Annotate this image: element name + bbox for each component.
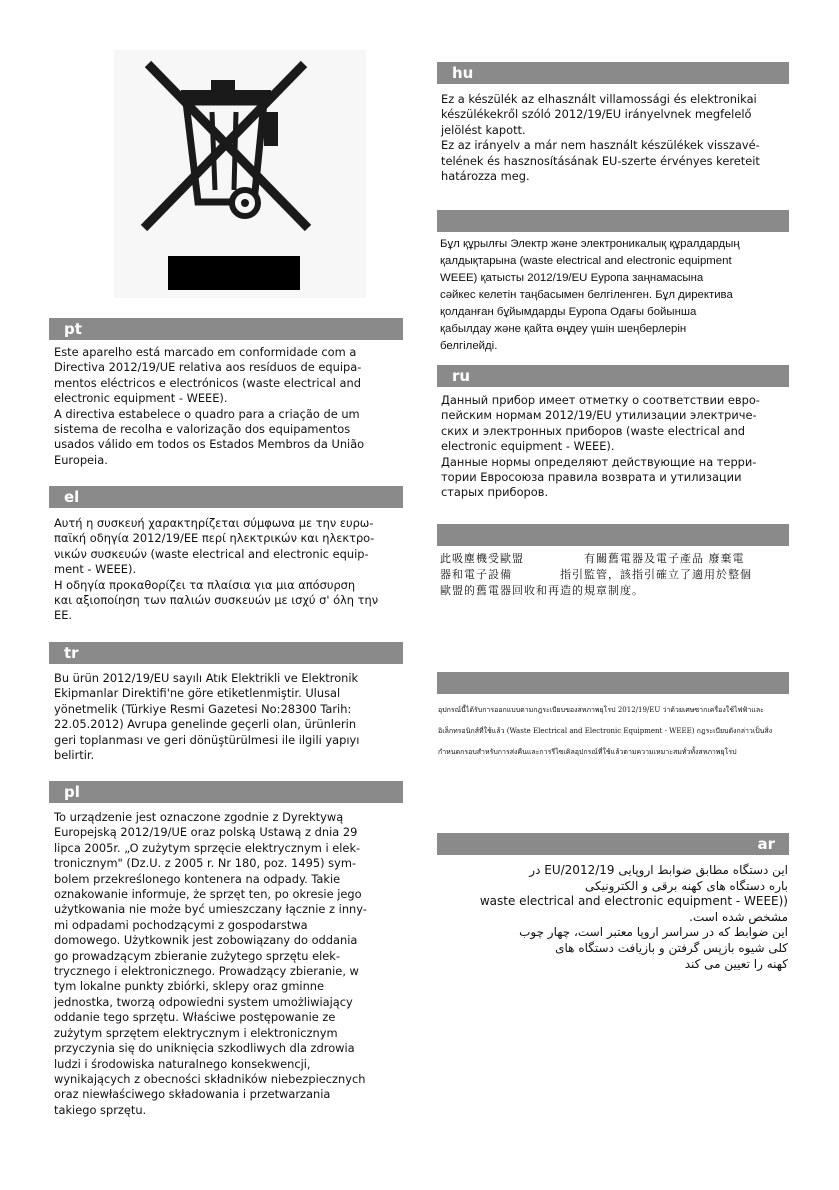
section-text-pl: To urządzenie jest oznaczone zgodnie z Dyrektywą Europejską 2012/19/UE oraz polską Ustawą z dnia 29 lipca 2005r. „O zużytym sprzęcie elektrycznym i elek- tronicznym" (Dz.U. z 2005 r. Nr 180, poz. 1495) sym- bolem przekreślonego kontenera na odpady. Takie oznakowanie informuje, że sprzęt ten, po okresie jego użytkowania nie może być umieszczany łącznie z inny- mi odpadami pochodzącymi z gospodarstwa domowego. Użytkownik jest zobowiązany do oddania go prowadzącym zbieranie zużytego sprzętu elek- trycznego i elektronicznego. Prowadzący zbieranie, w tym lokalne punkty zbiórki, sklepy oraz gminne jednostka, tworzą odpowiedni system umożliwiający oddanie tego sprzętu. Właściwe postępowanie ze zużytym sprzętem elektrycznym i elektronicznym przyczynia się do uniknięcia szkodliwych dla zdrowia ludzi i środowiska naturalnego konsekwencji, wynikających z obecności składników niebezpiecznych oraz niewłaściwego składowania i przetwarzania takiego sprzętu.: [54, 810, 367, 1117]
section-header-kk: [437, 210, 789, 232]
weee-symbol: [114, 50, 366, 298]
crossed-bin-icon: [114, 50, 366, 298]
section-header-el: el: [49, 486, 403, 508]
section-text-ru: Данный прибор имеет отметку о соответствии евро- пейским нормам 2012/19/EU утилизации электриче- ских и электронных приборов (waste electrical and electronic equipment - WEEE). Данные нормы определяют действующие на терри- тории Евросоюза правила возврата и утилизации старых приборов.: [441, 393, 760, 500]
section-header-hu: hu: [437, 62, 789, 84]
section-header-pt: pt: [49, 318, 403, 340]
section-text-hu: Ez a készülék az elhasznált villamossági és elektronikai készülékekről szóló 2012/19/EU irányelvnek megfelelő jelölést kapott. Ez az irányelv a már nem használt készülékek visszavé- telének és hasznosításának EU-szerte érvényes kereteit határozza meg.: [441, 92, 760, 184]
bin-hinge: [264, 112, 278, 146]
section-header-pl: pl: [49, 781, 403, 803]
section-text-tr: Bu ürün 2012/19/EU sayılı Atık Elektrikli ve Elektronik Ekipmanlar Direktifi'ne göre etiketlenmiştir. Ulusal yönetmelik (Türkiye Resmi Gazetesi No:28300 Tarih: 22.05.2012) Avrupa genelinde geçerli olan, ürünlerin geri toplanması ve geri dönüştürülmesi ile ilgili yapıyı belirtir.: [54, 671, 360, 763]
bin-lid: [181, 90, 271, 99]
section-text-kk: Бұл құрылғы Электр және электроникалық құралдардың қалдықтарына (waste electrical and electronic equipment WEEE) қатысты 2012/19/EU Еуропа заңнамасына сәйкес келетін таңбасымен белгіленген. Бұл директива қолданған бұйымдарды Еуропа Одағы бойынша қабылдау және қайта өңдеу үшін шеңберлерін белгілейді.: [440, 238, 740, 352]
section-header-zh: [437, 524, 789, 546]
section-text-zh: 此吸塵機受歐盟 有關舊電器及電子產品 廢棄電 器和電子設備 指引監管，該指引確立了適用於整個 歐盟的舊電器回收和再造的規章制度。: [440, 552, 752, 597]
section-header-th: [437, 672, 789, 694]
section-header-ar: ar: [437, 833, 789, 855]
section-header-ru: ru: [437, 365, 789, 387]
section-text-ar: این دستگاه مطابق ضوابط اروپایی 2012/19/EU در باره دستگاه های کهنه برقی و الکترونیکی ((waste electrical and electronic equipment - WEEE مشخص شده است. این ضوابط که در سراسر اروپا معتبر است، چهار چوب کلی شیوه بازپس گرفتن و بازیافت دستگاه های کهنه را تعیین می کند: [479, 863, 788, 971]
weee-bar: [168, 256, 300, 290]
bin-lid-handle: [211, 80, 235, 91]
section-text-pt: Este aparelho está marcado em conformidade com a Directiva 2012/19/UE relativa aos resíduos de equipa- mentos eléctricos e electrónicos (waste electrical and electronic equipment - WEEE). A directiva estabelece o quadro para a criação de um sistema de recolha e valorização dos equipamentos usados válido em todos os Estados Membros da União Europeia.: [54, 345, 365, 467]
section-text-th: อุปกรณ์นี้ได้รับการออกแบบตามกฎระเบียบของสหภาพยุโรป 2012/19/EU ว่าด้วยเศษซากเครื่องใช้ไฟฟ้าและ อิเล็กทรอนิกส์ที่ใช้แล้ว (Waste Electrical and Electronic Equipment - WEEE) กฎระเบียบดังกล่าวเป็นสิ่ง กำหนดกรอบสำหรับการส่งคืนและการรีไซเคิลอุปกรณ์ที่ใช้แล้วตามความเหมาะสมทั่วทั้งสหภาพยุโรป: [438, 706, 773, 756]
section-header-tr: tr: [49, 642, 403, 664]
section-text-el: Αυτή η συσκευή χαρακτηρίζεται σύμφωνα με την ευρω- παϊκή οδηγία 2012/19/ΕΕ περί ηλεκτρικών και ηλεκτρο- νικών συσκευών (waste electrical and electronic equip- ment - WEEE). Η οδηγία προκαθορίζει τα πλαίσια για μια απόσυρση και αξιοποίηση των παλιών συσκευών με ισχύ σ' όλη την ΕΕ.: [54, 516, 379, 623]
